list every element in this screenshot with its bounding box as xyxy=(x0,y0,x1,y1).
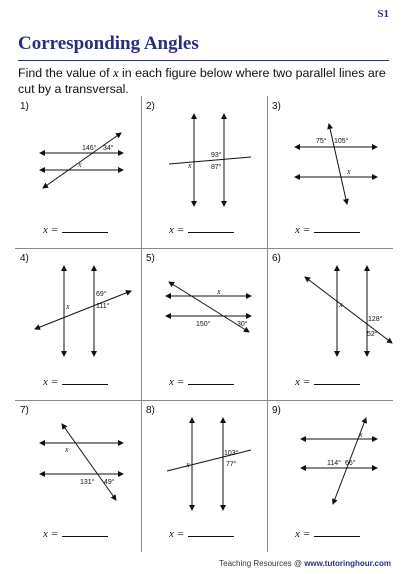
angle-variable: x xyxy=(359,430,363,439)
transversal-line xyxy=(35,291,131,329)
instructions-prefix: Find the value of xyxy=(18,66,114,80)
angle-label: 146° xyxy=(82,145,97,152)
answer-blank[interactable] xyxy=(188,526,234,537)
answer-label: x = xyxy=(169,528,185,540)
problem-number: 2) xyxy=(146,101,155,112)
angle-label: 111° xyxy=(96,303,110,310)
angle-label: 69° xyxy=(96,291,107,298)
angle-variable: x xyxy=(347,167,351,176)
problem-number: 6) xyxy=(272,253,281,264)
angle-label: 49° xyxy=(104,479,115,486)
angle-variable: x xyxy=(217,287,221,296)
problem-2 xyxy=(141,96,267,248)
problem-4 xyxy=(15,248,141,400)
angle-variable: x xyxy=(65,445,69,454)
problem-6 xyxy=(267,248,393,400)
problem-5 xyxy=(141,248,267,400)
angle-label: 105° xyxy=(334,138,349,145)
answer-label: x = xyxy=(43,224,59,236)
problem-3 xyxy=(267,96,393,248)
problem-9 xyxy=(267,400,393,552)
answer-blank[interactable] xyxy=(314,526,360,537)
angle-label: 75° xyxy=(316,138,327,145)
answer-blank[interactable] xyxy=(188,374,234,385)
transversal-line xyxy=(169,157,251,164)
answer-field[interactable] xyxy=(43,222,108,236)
problem-number: 5) xyxy=(146,253,155,264)
angle-variable: x xyxy=(188,161,192,170)
instructions-suffix: in each figure below where two parallel lines are cut by a transversal. xyxy=(18,66,386,96)
answer-label: x = xyxy=(169,224,185,236)
angle-label: 93° xyxy=(211,152,222,159)
problem-number: 8) xyxy=(146,405,155,416)
worksheet-title: Corresponding Angles xyxy=(18,33,199,54)
angle-label: 34° xyxy=(103,145,114,152)
problem-number: 3) xyxy=(272,101,281,112)
answer-field[interactable] xyxy=(295,374,360,388)
footer xyxy=(219,559,391,568)
problem-8 xyxy=(141,400,267,552)
answer-label: x = xyxy=(43,528,59,540)
angle-label: 87° xyxy=(211,164,222,171)
problem-number: 4) xyxy=(20,253,29,264)
angle-label: 30° xyxy=(237,321,248,328)
answer-blank[interactable] xyxy=(314,374,360,385)
transversal-line xyxy=(329,124,347,204)
angle-label: 66° xyxy=(345,460,356,467)
answer-blank[interactable] xyxy=(62,222,108,233)
answer-label: x = xyxy=(295,528,311,540)
angle-label: 150° xyxy=(196,321,211,328)
angle-label: 52° xyxy=(367,331,378,338)
transversal-line xyxy=(43,133,121,188)
problem-number: 1) xyxy=(20,101,29,112)
problem-1 xyxy=(15,96,141,248)
sheet-id: S1 xyxy=(377,8,389,20)
title-divider xyxy=(18,60,389,61)
answer-label: x = xyxy=(295,224,311,236)
instructions xyxy=(18,65,394,97)
angle-label: 77° xyxy=(226,461,237,468)
answer-blank[interactable] xyxy=(188,222,234,233)
angle-label: 131° xyxy=(80,479,95,486)
angle-variable: x xyxy=(339,300,343,309)
answer-blank[interactable] xyxy=(62,374,108,385)
answer-field[interactable] xyxy=(295,526,360,540)
footer-prefix: Teaching Resources @ xyxy=(219,559,305,568)
angle-variable: x xyxy=(66,302,70,311)
answer-field[interactable] xyxy=(43,374,108,388)
angle-label: 128° xyxy=(368,316,383,323)
answer-label: x = xyxy=(295,376,311,388)
answer-field[interactable] xyxy=(169,526,234,540)
angle-variable: x xyxy=(78,160,82,169)
answer-field[interactable] xyxy=(169,222,234,236)
problem-7 xyxy=(15,400,141,552)
problem-grid xyxy=(15,96,393,552)
answer-label: x = xyxy=(169,376,185,388)
instructions-variable: x xyxy=(113,66,119,80)
transversal-line xyxy=(62,424,116,500)
footer-site-link[interactable]: www.tutoringhour.com xyxy=(304,559,391,568)
problem-number: 9) xyxy=(272,405,281,416)
answer-field[interactable] xyxy=(43,526,108,540)
problem-number: 7) xyxy=(20,405,29,416)
angle-variable: x xyxy=(186,460,190,469)
answer-blank[interactable] xyxy=(314,222,360,233)
answer-label: x = xyxy=(43,376,59,388)
answer-field[interactable] xyxy=(295,222,360,236)
answer-field[interactable] xyxy=(169,374,234,388)
answer-blank[interactable] xyxy=(62,526,108,537)
angle-label: 114° xyxy=(327,460,341,467)
transversal-line xyxy=(305,277,392,343)
angle-label: 103° xyxy=(224,450,239,457)
